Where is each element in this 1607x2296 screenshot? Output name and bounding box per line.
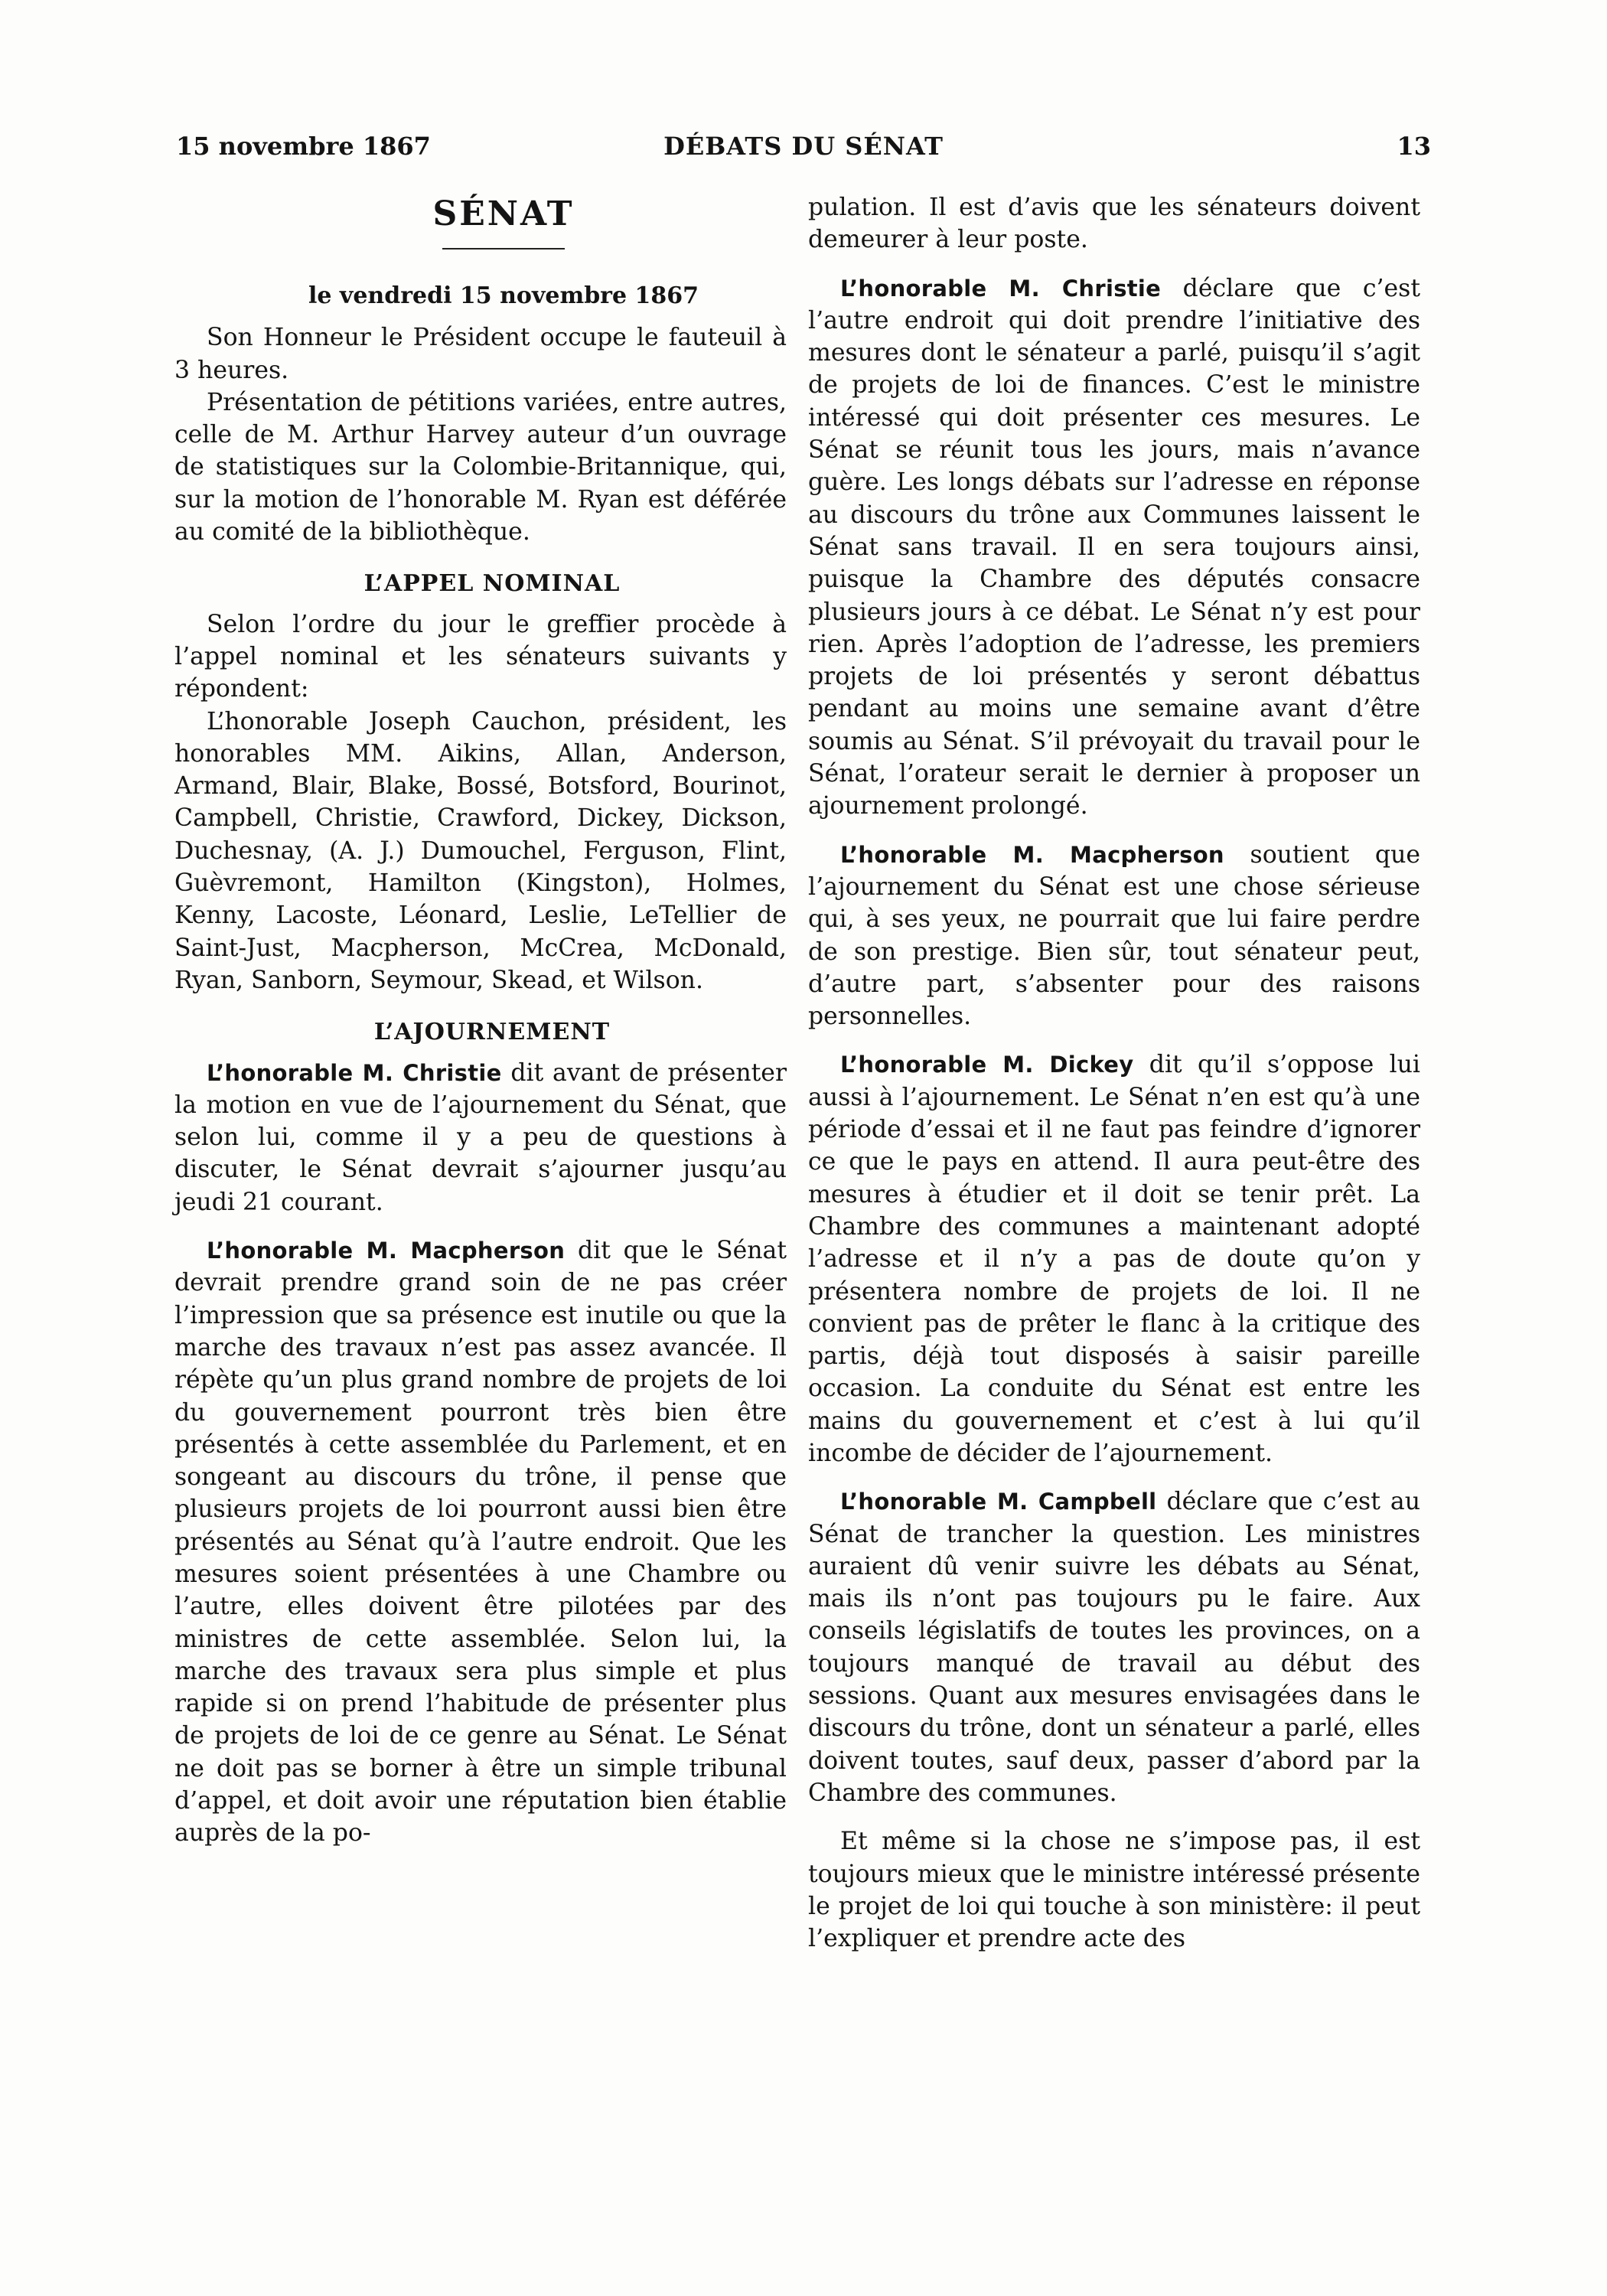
speaker-name: L’honorable M. Dickey xyxy=(840,1052,1134,1078)
sitting-date: le vendredi 15 novembre 1867 xyxy=(308,282,699,309)
speaker-name: L’honorable M. Christie xyxy=(207,1059,502,1086)
paragraph-senators-list: L’honorable Joseph Cauchon, président, les honorables MM. Aikins, Allan, Anderson, Armand, Blair, Blake, Bossé, Botsford, Bourinot, Campbell, Christie, Crawford, Dickey, Dickson, Duchesnay, (A. J.) Dumouchel, Ferguson, Flint, Guèvremont, Hamilton (Kingston), Holmes, Kenny, Lacoste, Léonard, Leslie, LeTellier de Saint-Just, Macpherson, McCrea, McDonald, Ryan, Sanborn, Seymour, Skead, et Wilson. xyxy=(174,707,787,994)
page-title: SÉNAT xyxy=(432,194,575,233)
paragraph-continued: pulation. Il est d’avis que les sénateurs doivent demeurer à leur poste. xyxy=(808,194,1420,254)
page-number: 13 xyxy=(1397,132,1431,161)
speaker-name: L’honorable M. Christie xyxy=(840,275,1162,302)
speaker-name: L’honorable M. Campbell xyxy=(840,1489,1157,1515)
section-heading-appel: L’APPEL NOMINAL xyxy=(363,570,621,598)
speech-text: dit que le Sénat devrait prendre grand soin de ne pas créer l’impression que sa présence est inutile ou que la marche des travaux n’est pas assez avancée. Il répète qu’un plus grand nombre de projets de loi du gouvernement pourront très bien être présentés à cette assemblée du Parlement, et en songeant au discours du trône, il pense que plusieurs projets de loi pourront aussi bien être présentés au Sénat qu’à l’autre endroit. Que les mesures soient présentées à une Chambre ou l’autre, elles doivent être pilotées par des ministres de cette assemblée. Selon lui, la marche des travaux sera plus simple et plus rapide si on prend l’habitude de présenter plus de projets de loi de ce genre au Sénat. Le Sénat ne doit pas se borner à être un simple tribunal d’appel, et doit avoir une réputation bien établie auprès de la po- xyxy=(174,1237,787,1848)
paragraph-president: Son Honneur le Président occupe le fauteuil à 3 heures. xyxy=(174,324,787,384)
paragraph-petitions: Présentation de pétitions variées, entre autres, celle de M. Arthur Harvey auteur d’un ouvrage de statistiques sur la Colombie-Britannique, qui, sur la motion de l’honorable M. Ryan est déférée au comité de la bibliothèque. xyxy=(174,388,787,546)
paragraph-christie-2 xyxy=(808,272,1420,823)
left-column xyxy=(174,191,787,1850)
paragraph-macpherson-2 xyxy=(808,839,1420,1033)
paragraph-christie xyxy=(174,1057,787,1218)
speaker-name: L’honorable M. Macpherson xyxy=(207,1238,566,1264)
paragraph-appel: Selon l’ordre du jour le greffier procède à l’appel nominal et les sénateurs suivants y répondent: xyxy=(174,610,787,703)
speech-text: dit qu’il s’oppose lui aussi à l’ajournement. Le Sénat n’en est qu’à une période d’essai et il ne faut pas feindre d’ignorer ce que le pays en attend. Il aura peut-être des mesures à étudier et il doit se tenir prêt. La Chambre des communes a maintenant adopté l’adresse et il n’y a pas de doute qu’on y présentera nombre de projets de loi. Il ne convient pas de prêter le flanc à la critique des partis, déjà tout disposés à saisir pareille occasion. La conduite du Sénat est entre les mains du gouvernement et c’est à lui qu’il incombe de décider de l’ajournement. xyxy=(808,1051,1420,1467)
speech-text: soutient que l’ajournement du Sénat est une chose sérieuse qui, à ses yeux, ne pourrait que lui faire perdre de son prestige. Bien sûr, tout sénateur peut, d’autre part, s’absenter pour des raisons personnelles. xyxy=(808,840,1421,1031)
header-publication: DÉBATS DU SÉNAT xyxy=(663,132,944,161)
paragraph-campbell-cont: Et même si la chose ne s’impose pas, il est toujours mieux que le ministre intéressé présente le projet de loi qui touche à son ministère: il peut l’expliquer et prendre acte des xyxy=(808,1828,1420,1953)
title-rule xyxy=(442,248,565,249)
section-heading-ajournement: L’AJOURNEMENT xyxy=(373,1019,611,1046)
speech-text: déclare que c’est au Sénat de trancher la question. Les ministres auraient dû venir suivre les débats au Sénat, mais ils n’ont pas toujours pu le faire. Aux conseils législatifs de toutes les provinces, on a toujours manqué de travail au début des sessions. Quant aux mesures envisagées dans le discours du trône, dont un sénateur a parlé, elles doivent toutes, sauf deux, passer d’abord par la Chambre des communes. xyxy=(808,1488,1420,1807)
header-date: 15 novembre 1867 xyxy=(176,132,431,161)
running-header xyxy=(176,132,1431,170)
paragraph-campbell xyxy=(808,1486,1420,1809)
right-column xyxy=(808,191,1420,1955)
speech-text: dit avant de présenter la motion en vue de l’ajournement du Sénat, que selon lui, comme il y a peu de questions à discuter, le Sénat devrait s’ajourner jusqu’au jeudi 21 courant. xyxy=(174,1058,787,1216)
paragraph-dickey xyxy=(808,1049,1420,1469)
speaker-name: L’honorable M. Macpherson xyxy=(840,841,1224,868)
paragraph-macpherson xyxy=(174,1234,787,1850)
speech-text: déclare que c’est l’autre endroit qui doit prendre l’initiative des mesures dont le sénateur a parlé, puisqu’il s’agit de projets de loi de finances. C’est le ministre intéressé qui doit présenter ces mesures. Le Sénat se réunit tous les jours, mais n’avance guère. Les longs débats sur l’adresse en réponse au discours du trône aux Communes laissent le Sénat sans travail. Il en sera toujours ainsi, puisque la Chambre des députés consacre plusieurs jours à ce débat. Le Sénat n’y est pour rien. Après l’adoption de l’adresse, les premiers projets de loi présentés y seront débattus pendant au moins une semaine avant d’être soumis au Sénat. S’il prévoyait du travail pour le Sénat, l’orateur serait le dernier à proposer un ajournement prolongé. xyxy=(808,274,1420,820)
